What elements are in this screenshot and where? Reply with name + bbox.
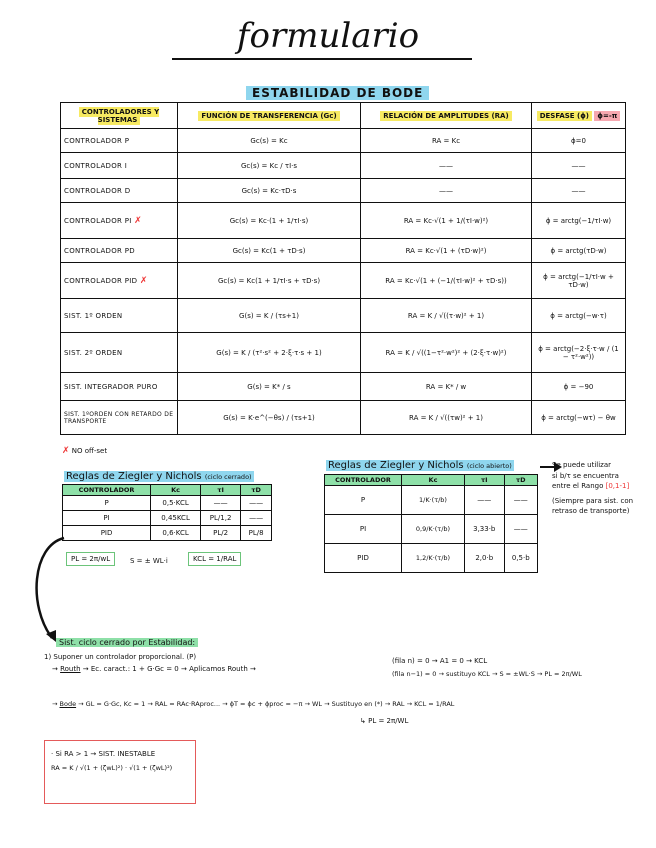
table-row: CONTROLADOR P Gc(s) = Kc RA = Kc ϕ=0 [61,129,626,153]
zn-closed-header: CONTROLADOR Kc τI τD [63,485,272,496]
footnote: ✗ NO off-set [62,446,108,456]
s-equation: S = ± WL·i [130,557,168,565]
kcl-formula: KCL = 1/RAL [188,552,241,566]
bode-label: Bode [59,700,77,708]
table-row: P 0,5·KCL —— —— [63,496,272,511]
header-amplitude-ratio: RELACIÓN DE AMPLITUDES (RA) [361,103,532,129]
bode-heading [246,86,429,100]
title-underline [172,58,472,60]
table-row: CONTROLADOR I Gc(s) = Kc / τI·s —— —— [61,153,626,179]
table-row: PID 0,6·KCL PL/2 PL/8 [63,526,272,541]
routh-label: Routh [60,665,81,673]
pl-formula: PL = 2π/wL [66,552,115,566]
table-row: SIST. INTEGRADOR PURO G(s) = K* / s RA = K* / w ϕ = −90 [61,373,626,401]
table-row: PI 0,9/K·(τ/b) 3,33·b —— [325,515,538,544]
table-row: CONTROLADOR D Gc(s) = Kc·τD·s —— —— [61,179,626,203]
instability-formula: RA = K / √(1 + (ζwL)²) · √(1 + (ζwL)²) [51,763,173,772]
no-offset-mark: ✗ [139,275,148,286]
zn-open-table [324,474,538,573]
instability-box [44,740,196,804]
bode-pl: ↳ PL = 2π/WL [360,717,409,725]
routh-path: → Routh → Ec. caract.: 1 + G·Gc = 0 → Aplicamos Routh → [52,665,256,673]
closed-loop-step1: 1) Suponer un controlador proporcional. (P) [44,653,197,661]
header-phase: DESFASE (ϕ) ϕ=-π [532,103,626,129]
table-row: CONTROLADOR PD Gc(s) = Kc(1 + τD·s) RA = Kc·√(1 + (τD·w)²) ϕ = arctg(τD·w) [61,239,626,263]
table-row: PID 1,2/K·(τ/b) 2,0·b 0,5·b [325,544,538,573]
zn-closed-table [62,484,272,541]
table-row: SIST. 1º ORDEN G(s) = K / (τs+1) RA = K / √((τ·w)² + 1) ϕ = arctg(−w·τ) [61,299,626,333]
bode-header-row [61,103,626,129]
curved-arrow-icon [26,536,66,646]
range-value: [0,1-1] [605,482,630,490]
table-row: PI 0,45KCL PL/1,2 —— [63,511,272,526]
bode-heading-text: ESTABILIDAD DE BODE [246,86,429,100]
no-offset-mark: ✗ [62,446,70,456]
table-row: CONTROLADOR PID ✗ Gc(s) = Kc(1 + 1/τI·s + τD·s) RA = Kc·√(1 + (−1/(τI·w)² + τD·s)) ϕ = arctg(−1/τI·w + τD·w) [61,263,626,299]
header-systems: CONTROLADORES Y SISTEMAS [61,103,178,129]
bode-table [60,102,626,435]
zn-closed-heading: Reglas de Ziegler y Nichols (ciclo cerrado) [66,471,252,482]
bode-path: → Bode → GL = G·Gc, Kc = 1 → RAL = RAc·RAproc... → ϕT = ϕc + ϕproc = −π → WL → Sustituyo en (*) → RAL → KCL = 1/RAL [52,700,455,708]
table-row: P 1/K·(τ/b) —— —— [325,486,538,515]
table-row: SIST. 2º ORDEN G(s) = K / (τ²·s² + 2·ξ·τ·s + 1) RA = K / √((1−τ²·w²)² + (2·ξ·τ·w)²) ϕ = arctg(−2·ξ·τ·w / (1 − τ²·w²)) [61,333,626,373]
closed-loop-heading: Sist. ciclo cerrado por Estabilidad: [56,638,198,647]
zn-open-header: CONTROLADOR Kc τI τD [325,475,538,486]
table-row: CONTROLADOR PI ✗ Gc(s) = Kc·(1 + 1/τI·s) RA = Kc·√(1 + 1/(τI·w)²) ϕ = arctg(−1/τI·w) [61,203,626,239]
no-offset-mark: ✗ [134,215,142,226]
table-row: SIST. 1ºORDEN CON RETARDO DE TRANSPORTE G(s) = K·e^(−θs) / (τs+1) RA = K / √((τw)² + 1) ϕ = arctg(−wτ) − θw [61,401,626,435]
phase-note: ϕ=-π [594,111,620,121]
routh-row-n-minus-1: (fila n−1) = 0 → sustituyo KCL → S = ±WL·S → PL = 2π/WL [392,670,582,678]
zn-open-heading: Reglas de Ziegler y Nichols (ciclo abierto) [328,460,512,471]
instability-condition: · Si RA > 1 → SIST. INESTABLE [51,750,156,758]
routh-row-n: (fila n) = 0 → A1 = 0 → KCL [392,657,488,665]
zn-open-note: Se puede utilizar si b/τ se encuentra entre el Rango [0,1-1] (Siempre para sist. con retraso de transporte) [552,461,634,515]
header-transfer-function: FUNCIÓN DE TRANSFERENCIA (Gc) [178,103,361,129]
page-title: formulario [236,16,420,56]
